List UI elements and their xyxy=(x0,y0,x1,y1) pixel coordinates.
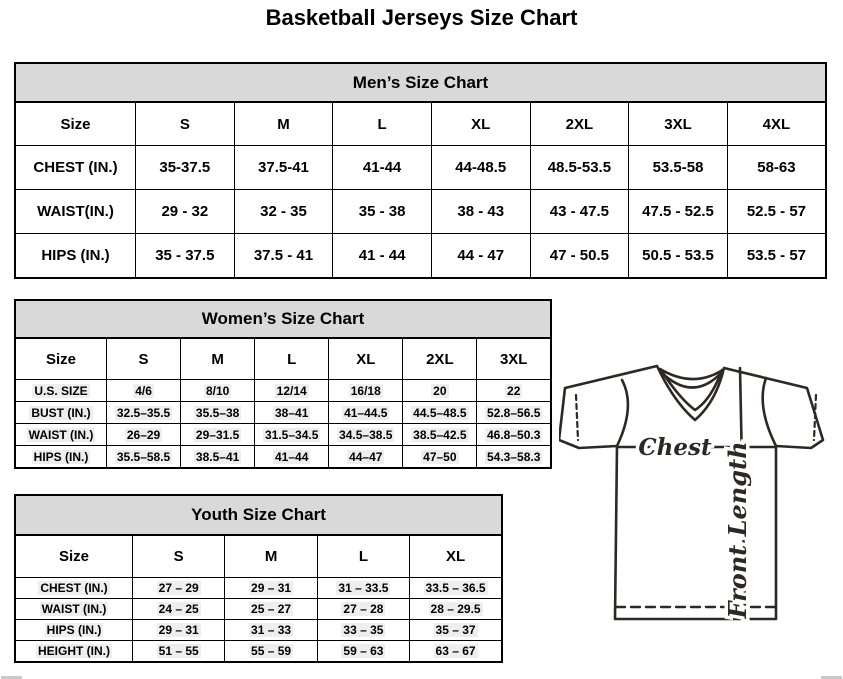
measurement-value: 12/14 xyxy=(255,380,329,402)
measurement-row xyxy=(15,578,502,599)
measurement-row xyxy=(15,190,826,234)
measurement-value: 48.5-53.5 xyxy=(530,146,629,190)
measurement-row-label: WAIST(IN.) xyxy=(15,190,136,234)
measurement-value: 27 – 28 xyxy=(317,599,409,620)
size-header-row xyxy=(15,338,551,380)
measurement-value: 43 - 47.5 xyxy=(530,190,629,234)
measurement-value: 31 – 33 xyxy=(225,620,317,641)
measurement-value: 41–44.5 xyxy=(329,402,403,424)
measurement-value: 26–29 xyxy=(107,424,181,446)
measurement-row xyxy=(15,380,551,402)
measurement-row xyxy=(15,234,826,279)
right-sleeve-seam xyxy=(763,378,776,446)
measurement-value: 22 xyxy=(477,380,551,402)
measurement-value: 33 – 35 xyxy=(317,620,409,641)
measurement-row xyxy=(15,641,502,663)
measurement-value: 44.5–48.5 xyxy=(403,402,477,424)
measurement-value: 58-63 xyxy=(727,146,826,190)
youth-chart-header: Youth Size Chart xyxy=(14,494,503,536)
size-label-header: Size xyxy=(15,338,107,380)
measurement-row xyxy=(15,599,502,620)
measurement-value: 44–47 xyxy=(329,446,403,469)
measurement-value: 59 – 63 xyxy=(317,641,409,663)
measurement-value: 25 – 27 xyxy=(225,599,317,620)
measurement-value: 8/10 xyxy=(181,380,255,402)
measurement-row xyxy=(15,446,551,469)
size-column-header: L xyxy=(317,535,409,578)
jersey-measurement-diagram xyxy=(559,358,843,630)
measurement-value: 38.5–41 xyxy=(181,446,255,469)
measurement-value: 35 – 37 xyxy=(410,620,502,641)
mens-size-chart-section xyxy=(14,62,827,279)
youth-size-table xyxy=(14,534,503,663)
measurement-value: 33.5 – 36.5 xyxy=(410,578,502,599)
left-sleeve-seam xyxy=(617,380,628,446)
measurement-value: 47 - 50.5 xyxy=(530,234,629,279)
size-column-header: M xyxy=(181,338,255,380)
measurement-row-label: WAIST (IN.) xyxy=(15,599,133,620)
measurement-value: 24 – 25 xyxy=(133,599,225,620)
measurement-value: 37.5 - 41 xyxy=(234,234,333,279)
measurement-row-label: HIPS (IN.) xyxy=(15,234,136,279)
size-column-header: 3XL xyxy=(629,102,728,146)
size-column-header: XL xyxy=(410,535,502,578)
measurement-value: 47–50 xyxy=(403,446,477,469)
right-cuff-dashed-line xyxy=(814,395,816,440)
measurement-value: 28 – 29.5 xyxy=(410,599,502,620)
mens-chart-header: Men’s Size Chart xyxy=(14,62,827,103)
measurement-value: 51 – 55 xyxy=(133,641,225,663)
size-column-header: XL xyxy=(329,338,403,380)
measurement-row-label: U.S. SIZE xyxy=(15,380,107,402)
measurement-row-label: CHEST (IN.) xyxy=(15,146,136,190)
size-column-header: M xyxy=(225,535,317,578)
measurement-value: 32.5–35.5 xyxy=(107,402,181,424)
size-column-header: 3XL xyxy=(477,338,551,380)
size-column-header: S xyxy=(133,535,225,578)
page-title: Basketball Jerseys Size Chart xyxy=(265,5,578,30)
measurement-value: 37.5-41 xyxy=(234,146,333,190)
measurement-value: 46.8–50.3 xyxy=(477,424,551,446)
measurement-value: 38 - 43 xyxy=(431,190,530,234)
measurement-value: 29–31.5 xyxy=(181,424,255,446)
measurement-row-label: CHEST (IN.) xyxy=(15,578,133,599)
measurement-value: 35.5–58.5 xyxy=(107,446,181,469)
measurement-row-label: HIPS (IN.) xyxy=(15,446,107,469)
size-header-row xyxy=(15,535,502,578)
measurement-value: 53.5-58 xyxy=(629,146,728,190)
measurement-value: 50.5 - 53.5 xyxy=(629,234,728,279)
womens-size-chart-section xyxy=(14,299,552,469)
womens-chart-header: Women’s Size Chart xyxy=(14,299,552,339)
measurement-value: 29 – 31 xyxy=(133,620,225,641)
measurement-value: 4/6 xyxy=(107,380,181,402)
measurement-value: 32 - 35 xyxy=(234,190,333,234)
size-column-header: 2XL xyxy=(530,102,629,146)
measurement-row-label: WAIST (IN.) xyxy=(15,424,107,446)
size-column-header: 2XL xyxy=(403,338,477,380)
measurement-row xyxy=(15,402,551,424)
measurement-value: 27 – 29 xyxy=(133,578,225,599)
measurement-row-label: BUST (IN.) xyxy=(15,402,107,424)
measurement-value: 35 - 37.5 xyxy=(136,234,235,279)
size-column-header: L xyxy=(255,338,329,380)
measurement-value: 16/18 xyxy=(329,380,403,402)
size-header-row xyxy=(15,102,826,146)
mens-size-table xyxy=(14,101,827,279)
measurement-value: 54.3–58.3 xyxy=(477,446,551,469)
youth-size-chart-section xyxy=(14,494,503,663)
chest-label: Chest xyxy=(638,434,712,461)
measurement-value: 41 - 44 xyxy=(333,234,432,279)
measurement-row-label: HIPS (IN.) xyxy=(15,620,133,641)
measurement-value: 44-48.5 xyxy=(431,146,530,190)
measurement-value: 29 - 32 xyxy=(136,190,235,234)
size-label-header: Size xyxy=(15,102,136,146)
measurement-value: 41-44 xyxy=(333,146,432,190)
size-label-header: Size xyxy=(15,535,133,578)
measurement-value: 52.5 - 57 xyxy=(727,190,826,234)
measurement-value: 20 xyxy=(403,380,477,402)
womens-size-table xyxy=(14,337,552,469)
size-column-header: M xyxy=(234,102,333,146)
measurement-value: 63 – 67 xyxy=(410,641,502,663)
measurement-value: 31 – 33.5 xyxy=(317,578,409,599)
measurement-value: 35-37.5 xyxy=(136,146,235,190)
measurement-value: 52.8–56.5 xyxy=(477,402,551,424)
measurement-value: 38–41 xyxy=(255,402,329,424)
measurement-value: 29 – 31 xyxy=(225,578,317,599)
size-column-header: S xyxy=(136,102,235,146)
front-length-label: Front Length xyxy=(723,441,752,619)
measurement-value: 41–44 xyxy=(255,446,329,469)
measurement-value: 47.5 - 52.5 xyxy=(629,190,728,234)
size-column-header: 4XL xyxy=(727,102,826,146)
measurement-row xyxy=(15,424,551,446)
measurement-row xyxy=(15,146,826,190)
size-column-header: XL xyxy=(431,102,530,146)
measurement-row xyxy=(15,620,502,641)
measurement-value: 55 – 59 xyxy=(225,641,317,663)
size-column-header: S xyxy=(107,338,181,380)
measurement-value: 53.5 - 57 xyxy=(727,234,826,279)
measurement-value: 35.5–38 xyxy=(181,402,255,424)
left-cuff-dashed-line xyxy=(576,395,578,440)
measurement-value: 44 - 47 xyxy=(431,234,530,279)
measurement-value: 31.5–34.5 xyxy=(255,424,329,446)
measurement-value: 35 - 38 xyxy=(333,190,432,234)
size-column-header: L xyxy=(333,102,432,146)
measurement-row-label: HEIGHT (IN.) xyxy=(15,641,133,663)
measurement-value: 38.5–42.5 xyxy=(403,424,477,446)
measurement-value: 34.5–38.5 xyxy=(329,424,403,446)
jersey-outline xyxy=(559,366,823,619)
